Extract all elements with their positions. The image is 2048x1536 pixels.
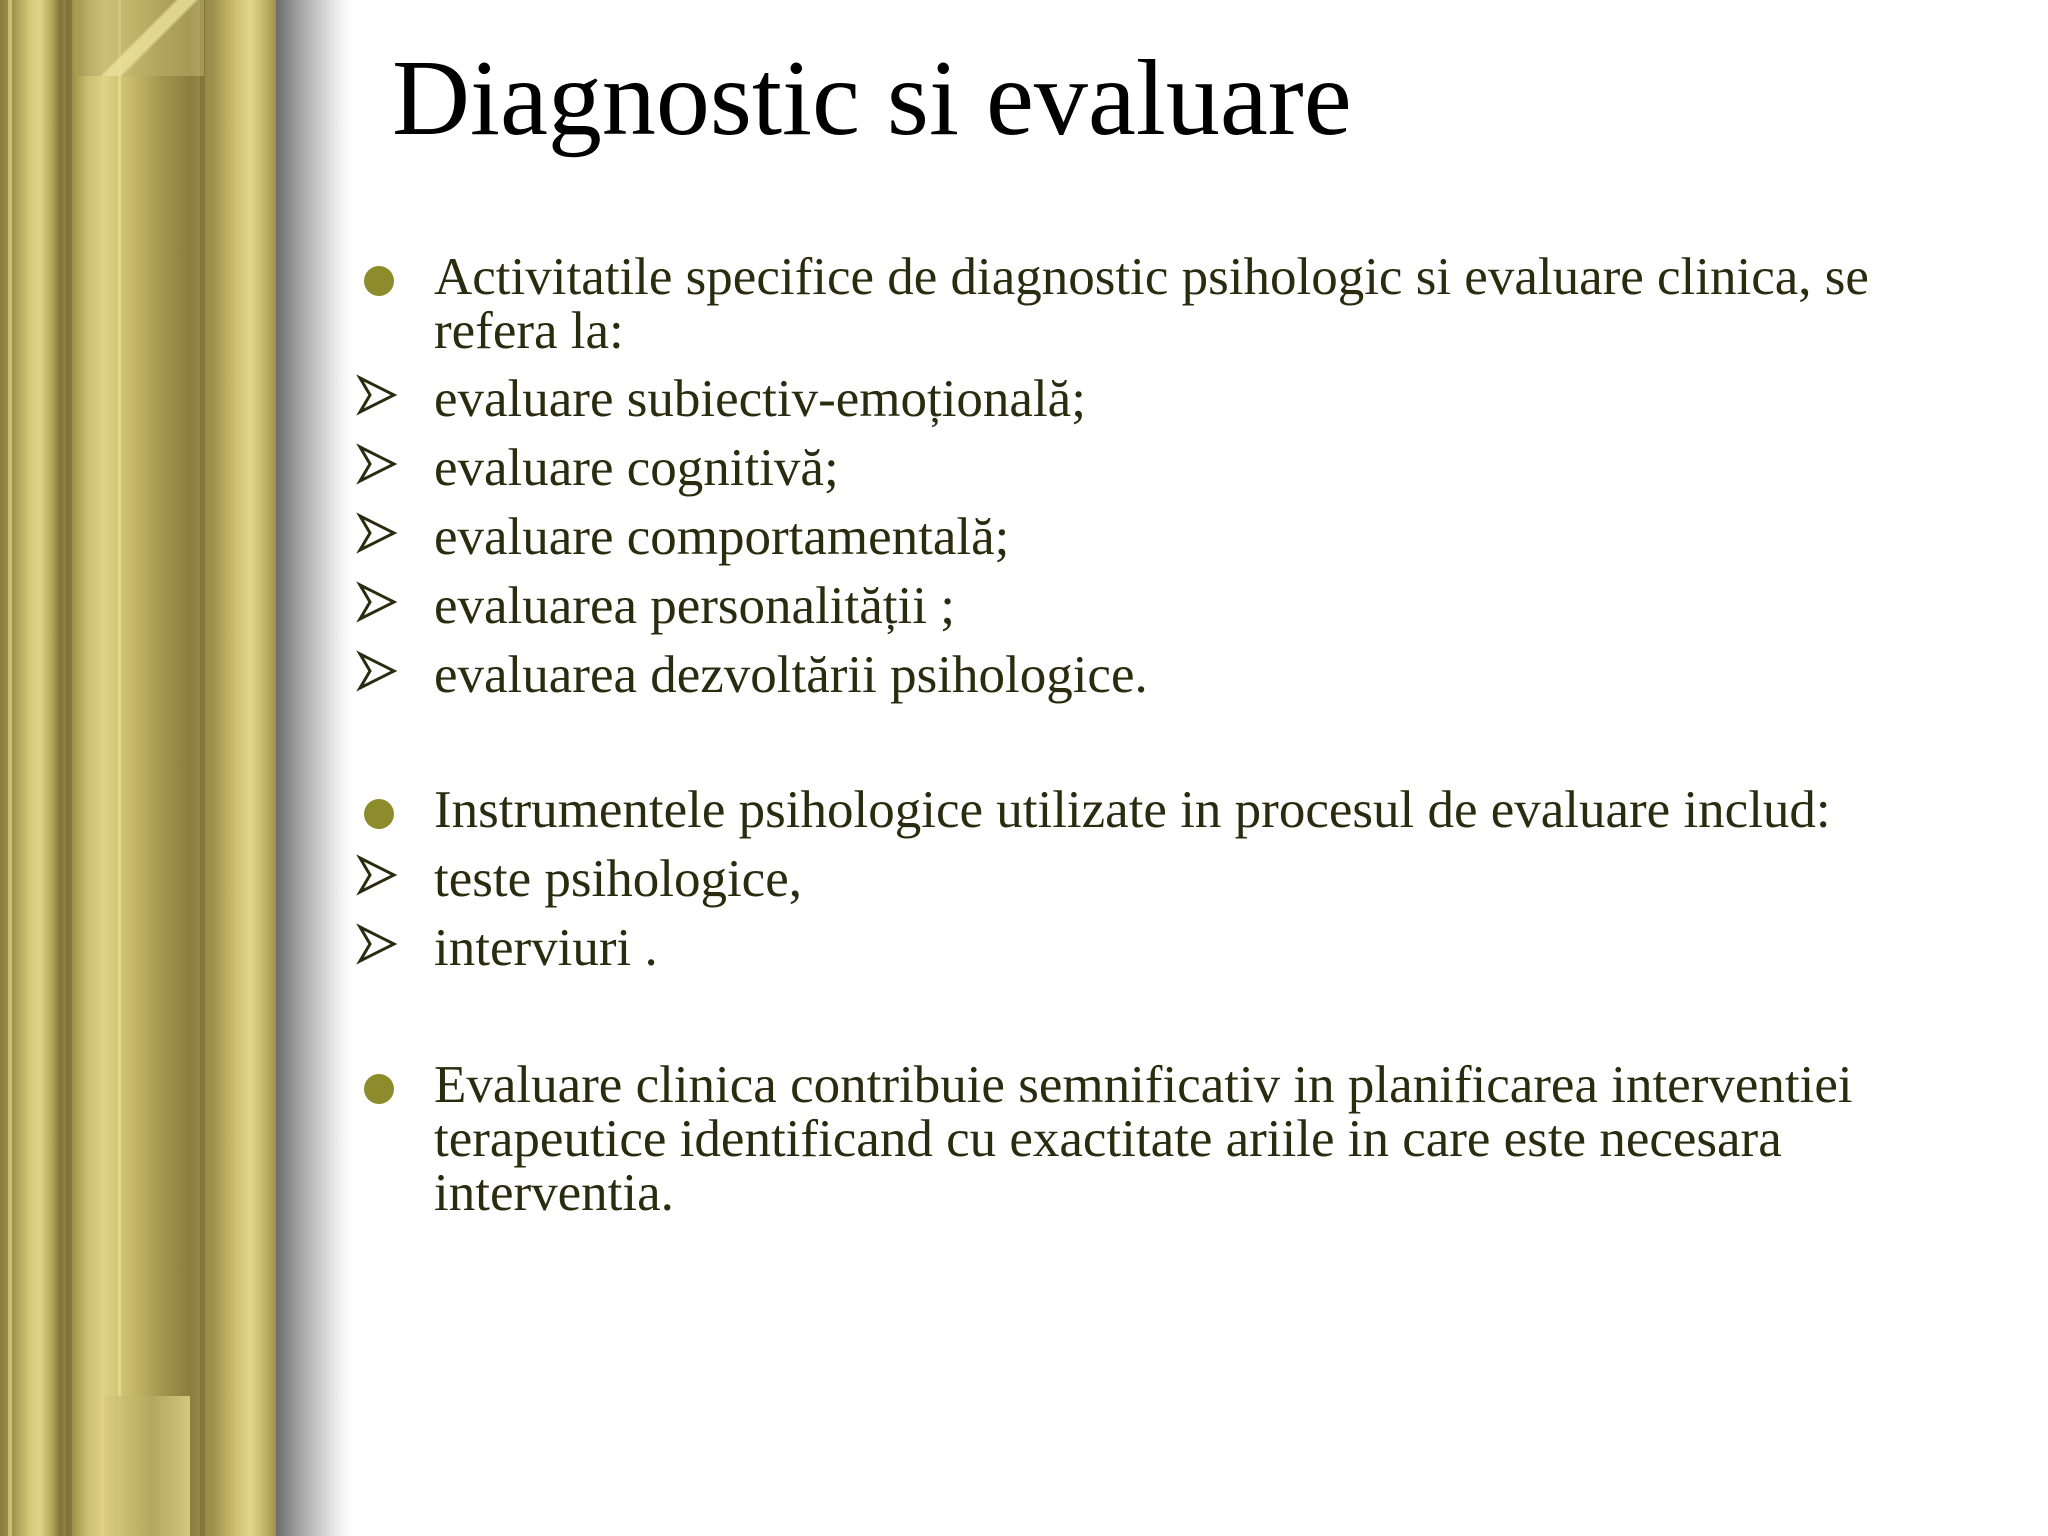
list-item-text: evaluarea dezvoltării psihologice.: [434, 646, 1148, 704]
sidebar-stripe: [8, 0, 12, 1536]
list-item: [434, 648, 2004, 702]
decorative-sidebar: [0, 0, 276, 1536]
list-item: [434, 783, 2004, 837]
list-item: [434, 1058, 2004, 1220]
list-item: [434, 250, 2004, 358]
list-item: [434, 510, 2004, 564]
arrow-bullet-icon: [356, 512, 398, 554]
dot-bullet-icon: [364, 799, 394, 829]
sidebar-stripe: [200, 0, 205, 1536]
dot-bullet-icon: [364, 266, 394, 296]
sidebar-stripe: [66, 0, 72, 1536]
sidebar-bottom-ornament: [104, 1396, 190, 1536]
sidebar-shadow: [276, 0, 352, 1536]
list-item-text: interviuri .: [434, 919, 658, 977]
list-item: [434, 579, 2004, 633]
list-item-text: evaluare subiectiv-emoțională;: [434, 370, 1086, 428]
dot-bullet-icon: [364, 1074, 394, 1104]
list-item-text: evaluare comportamentală;: [434, 508, 1010, 566]
list-item-text: Evaluare clinica contribuie semnificativ in planificarea interventiei terapeutice identificand cu exactitate ariile in care este necesara interventia.: [434, 1056, 1853, 1222]
arrow-bullet-icon: [356, 374, 398, 416]
arrow-bullet-icon: [356, 650, 398, 692]
slide-title: Diagnostic si evaluare: [392, 39, 1352, 158]
arrow-bullet-icon: [356, 854, 398, 896]
list-item: [434, 372, 2004, 426]
arrow-bullet-icon: [356, 581, 398, 623]
arrow-bullet-icon: [356, 923, 398, 965]
list-item-text: evaluarea personalității ;: [434, 577, 955, 635]
arrow-bullet-icon: [356, 443, 398, 485]
sidebar-stripe: [118, 0, 121, 1536]
list-item-text: Instrumentele psihologice utilizate in procesul de evaluare includ:: [434, 781, 1831, 839]
slide-content: [352, 0, 2042, 1536]
list-item: [434, 921, 2004, 975]
list-item: [434, 852, 2004, 906]
list-item-text: evaluare cognitivă;: [434, 439, 839, 497]
list-item: [434, 441, 2004, 495]
sidebar-top-ornament: [78, 0, 204, 76]
list-item-text: Activitatile specifice de diagnostic psihologic si evaluare clinica, se refera la:: [434, 248, 1869, 360]
list-item-text: teste psihologice,: [434, 850, 802, 908]
